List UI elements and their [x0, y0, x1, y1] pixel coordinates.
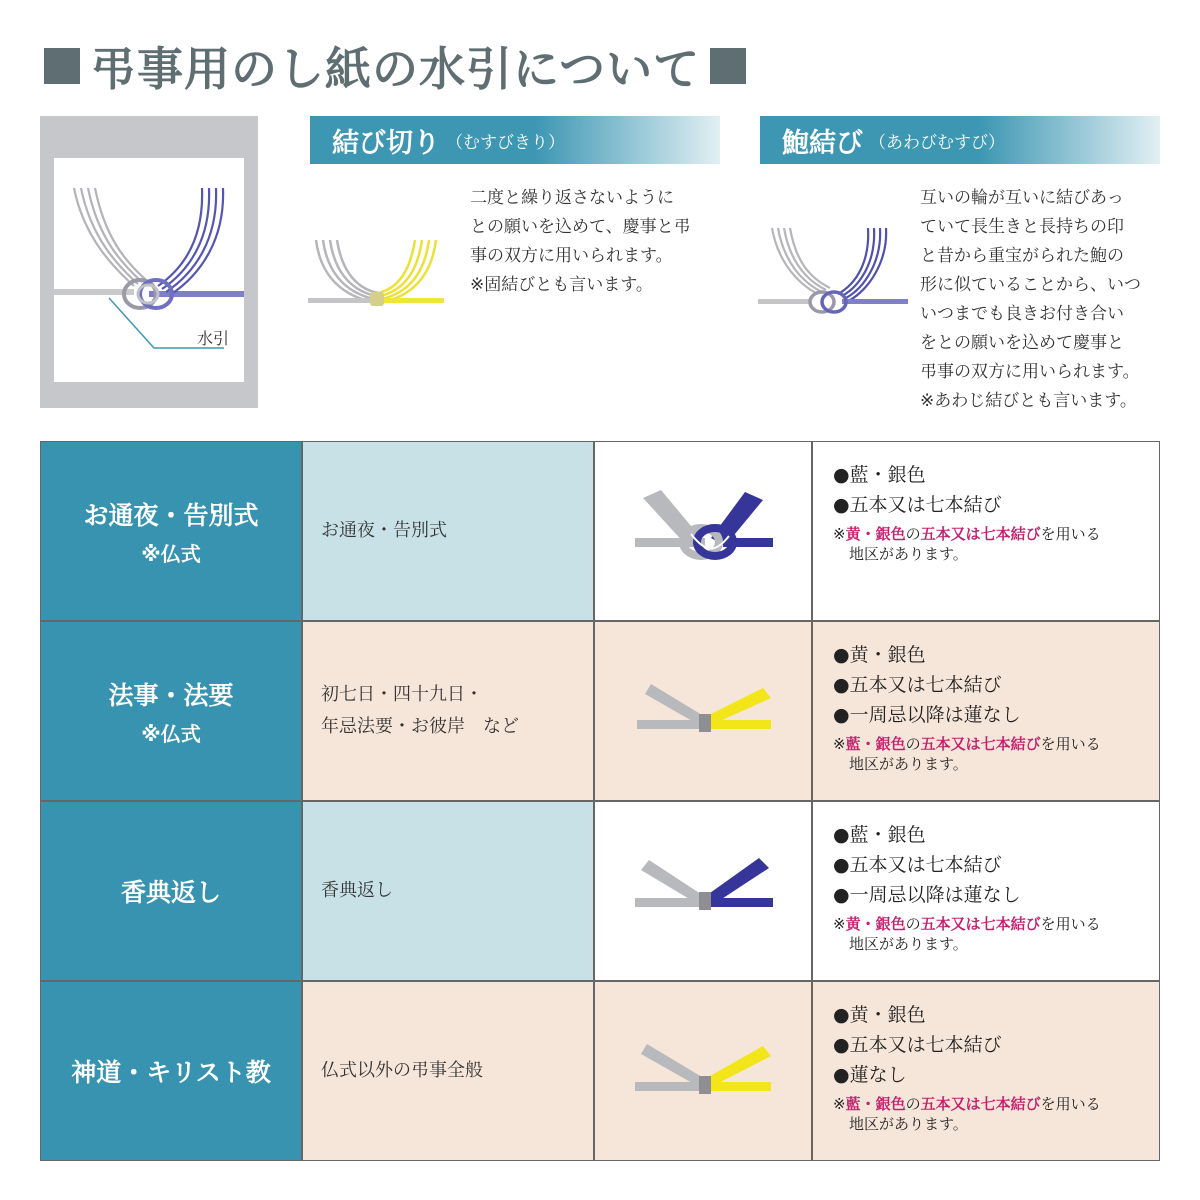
detail-bullet: ●黄・銀色 — [833, 644, 926, 666]
note-text: を用いる — [1040, 1095, 1101, 1113]
mizuhiki-illustration — [54, 158, 244, 382]
occasion-cell — [302, 441, 594, 621]
musubikiri-knot-icon — [595, 802, 813, 982]
note-highlight: 藍・銀色 — [845, 735, 906, 753]
noshi-illustration — [40, 116, 258, 408]
category-sub: ※仏式 — [141, 541, 201, 566]
square-bullet-icon — [710, 48, 746, 84]
note-text: を用いる — [1040, 525, 1101, 543]
mizuhiki-label: 水引 — [197, 329, 230, 348]
note-text: の — [905, 735, 921, 753]
category-sub: ※仏式 — [141, 721, 201, 746]
note-prefix: ※ — [833, 915, 846, 933]
note-highlight: 藍・銀色 — [845, 1095, 906, 1113]
category-cell — [40, 801, 302, 981]
heading-reading: （あわびむすび） — [869, 132, 1005, 153]
musubikiri-knot-illustration — [308, 232, 448, 312]
table-row — [40, 441, 1160, 621]
description-line: ※あわじ結びとも言います。 — [920, 391, 1137, 411]
detail-bullet: ●一周忌以降は蓮なし — [833, 704, 1021, 726]
description-line: いつまでも良きお付き合い — [920, 304, 1124, 324]
description-line: ※固結びとも言います。 — [470, 275, 653, 295]
note-line2: 地区があります。 — [849, 755, 968, 773]
description-line: と昔から重宝がられた鮑の — [920, 246, 1124, 266]
description-line: をとの願いを込めて慶事と — [920, 333, 1124, 353]
regional-note — [833, 734, 1159, 774]
musubikiri-knot-icon — [595, 982, 813, 1162]
detail-cell — [812, 441, 1160, 621]
detail-bullet: ●藍・銀色 — [833, 464, 926, 486]
knot-cell — [594, 441, 812, 621]
occasion-line: 初七日・四十九日・ — [321, 684, 483, 705]
occasion-cell — [302, 621, 594, 801]
note-line2: 地区があります。 — [849, 1115, 968, 1133]
noshi-paper — [54, 158, 244, 382]
detail-bullet: ●五本又は七本結び — [833, 674, 1002, 696]
knot-cell — [594, 621, 812, 801]
musubikiri-heading — [310, 116, 720, 164]
occasion-line: 仏式以外の弔事全般 — [321, 1060, 483, 1081]
category-name: 神道・キリスト教 — [71, 1058, 271, 1087]
detail-bullet: ●五本又は七本結び — [833, 1034, 1002, 1056]
note-line2: 地区があります。 — [849, 935, 968, 953]
description-line: ていて長生きと長持ちの印 — [920, 217, 1124, 237]
mizuhiki-table — [40, 441, 1160, 1163]
detail-bullet: ●黄・銀色 — [833, 1004, 926, 1026]
note-text: の — [905, 1095, 921, 1113]
detail-bullet: ●五本又は七本結び — [833, 494, 1002, 516]
note-text: を用いる — [1040, 915, 1101, 933]
awabi-knot-icon — [595, 442, 813, 622]
table-row — [40, 801, 1160, 981]
note-prefix: ※ — [833, 1095, 846, 1113]
note-highlight: 黄・銀色 — [845, 915, 906, 933]
occasion-line: 香典返し — [321, 880, 393, 901]
note-line2: 地区があります。 — [849, 545, 968, 563]
category-cell — [40, 621, 302, 801]
detail-cell — [812, 621, 1160, 801]
occasion-cell — [302, 981, 594, 1161]
awabi-description — [920, 184, 1180, 416]
detail-bullet: ●蓮なし — [833, 1064, 907, 1086]
square-bullet-icon — [44, 48, 80, 84]
heading-reading: （むすびきり） — [446, 132, 565, 153]
awabi-heading — [760, 116, 1160, 164]
description-line: 形に似ていることから、いつ — [920, 275, 1141, 295]
category-cell — [40, 441, 302, 621]
note-text: の — [905, 915, 921, 933]
knot-cell — [594, 801, 812, 981]
note-highlight: 五本又は七本結び — [920, 1095, 1041, 1113]
description-line: との願いを込めて、慶事と弔 — [470, 217, 691, 237]
occasion-line: 年忌法要・お彼岸 など — [321, 716, 519, 737]
note-highlight: 五本又は七本結び — [920, 915, 1041, 933]
table-row — [40, 981, 1160, 1161]
category-name: 法事・法要 — [108, 680, 234, 710]
detail-bullet: ●藍・銀色 — [833, 824, 926, 846]
heading-text: 結び切り — [332, 127, 440, 159]
heading-text: 鮑結び — [782, 127, 863, 159]
page-title — [44, 36, 746, 96]
description-line: 二度と繰り返さないように — [470, 188, 674, 208]
occasion-cell — [302, 801, 594, 981]
regional-note — [833, 524, 1159, 564]
knot-cell — [594, 981, 812, 1161]
description-line: 事の双方に用いられます。 — [470, 246, 673, 266]
description-line: 弔事の双方に用いられます。 — [920, 362, 1140, 382]
category-cell — [40, 981, 302, 1161]
note-prefix: ※ — [833, 735, 846, 753]
detail-cell — [812, 981, 1160, 1161]
category-name: お通夜・告別式 — [83, 500, 259, 530]
description-line: 互いの輪が互いに結びあっ — [920, 188, 1124, 208]
note-highlight: 五本又は七本結び — [920, 735, 1041, 753]
regional-note — [833, 914, 1159, 954]
note-text: を用いる — [1040, 735, 1101, 753]
note-highlight: 黄・銀色 — [845, 525, 906, 543]
detail-bullet: ●一周忌以降は蓮なし — [833, 884, 1021, 906]
table-row — [40, 621, 1160, 801]
regional-note — [833, 1094, 1159, 1134]
note-text: の — [905, 525, 921, 543]
title-text: 弔事用のし紙の水引について — [90, 42, 701, 96]
detail-cell — [812, 801, 1160, 981]
musubikiri-description — [470, 184, 730, 300]
detail-bullet: ●五本又は七本結び — [833, 854, 1002, 876]
musubikiri-knot-icon — [595, 622, 813, 802]
awabi-knot-illustration — [758, 222, 908, 322]
note-prefix: ※ — [833, 525, 846, 543]
note-highlight: 五本又は七本結び — [920, 525, 1041, 543]
occasion-line: お通夜・告別式 — [321, 520, 447, 541]
category-name: 香典返し — [120, 878, 221, 907]
